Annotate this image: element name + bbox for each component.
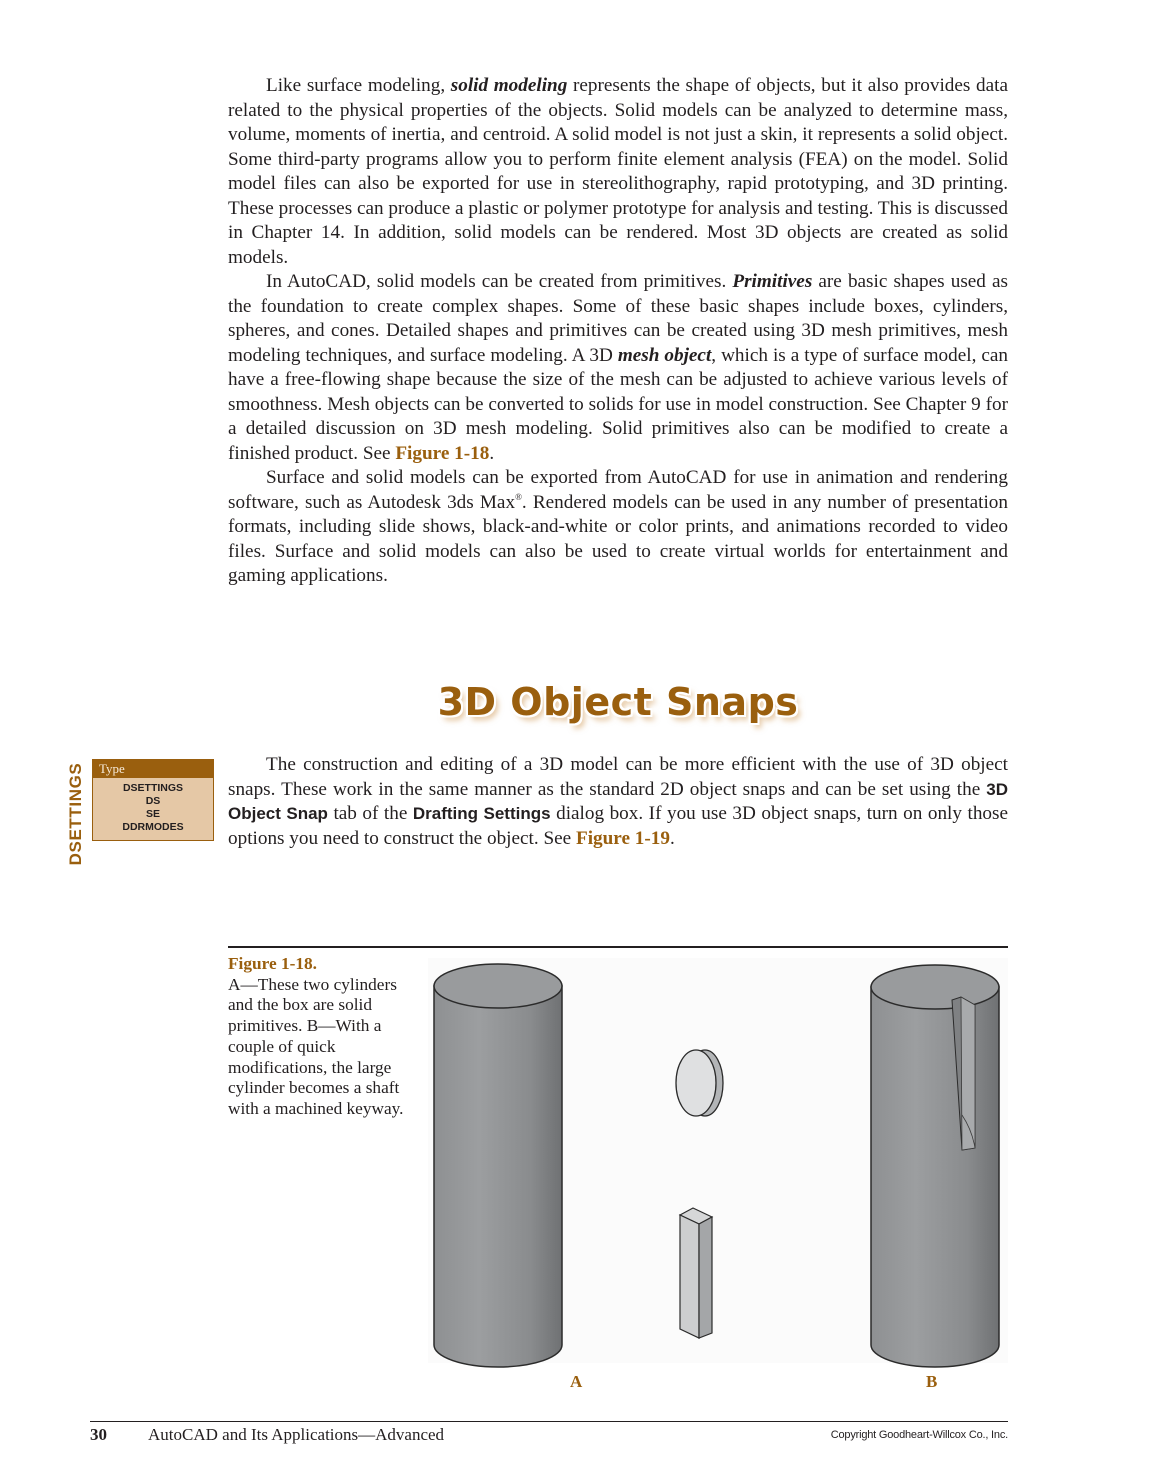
ui-3d-object-snap-tab: 3D Object Snap [228, 779, 1008, 823]
text-run: tab of the [327, 803, 413, 824]
panel-b-label: B [926, 1372, 938, 1391]
figure-1-19-link[interactable]: Figure 1-19 [575, 827, 670, 849]
copyright-notice: Copyright Goodheart-Willcox Co., Inc. [830, 1429, 1008, 1441]
command-se: SE [145, 808, 160, 820]
text-run: are basic shapes used as the foundation to create complex shapes. Some of these basic shapes include boxes, cylinders, spheres, and cones. Detailed shapes and primitives can be created using 3D mesh primitives, mesh modeling techniques, and surface modeling. A 3D [228, 271, 1008, 366]
figure-caption-text: A—These two cylinders and the box are solid primitives. B—With a couple of quick modifications, the large cylinder becomes a shaft with a machined keyway. [228, 974, 404, 1118]
text-run: The construction and editing of a 3D model can be more efficient with the use of 3D object snaps. These work in the same manner as the standard 2D object snaps and can be set using the [228, 754, 1008, 800]
text-run: Surface and solid models can be exported from AutoCAD for use in animation and rendering software, such as Autodesk 3ds Max [228, 467, 1008, 513]
registered-mark: ® [515, 491, 522, 502]
text-run: Like surface modeling, [266, 75, 451, 96]
large-cylinder-a [434, 964, 562, 1367]
section-heading: 3D Object Snaps [437, 680, 799, 724]
rectangular-box [680, 1208, 712, 1338]
figure-1-18-link[interactable]: Figure 1-18 [395, 442, 490, 464]
text-run: In AutoCAD, solid models can be created from primitives. [266, 271, 733, 292]
command-dsettings: DSETTINGS [122, 782, 184, 794]
sidebar-vertical-text: DSETTINGS [66, 762, 85, 866]
book-title: AutoCAD and Its Applications—Advanced [148, 1425, 445, 1444]
command-ds: DS [145, 795, 161, 807]
small-disc-cylinder [676, 1050, 723, 1116]
shaft-with-keyway-b [871, 965, 999, 1367]
text-run: . Rendered models can be used in any number of presentation formats, including slide shows, black-and-white or color prints, and animations recorded to video files. Surface and solid models can also be used to create virtual worlds for entertainment and gaming applications. [228, 491, 1008, 586]
text-run: dialog box. If you use 3D object snaps, turn on only those options you need to construct the object. See [228, 803, 1009, 849]
text-run: represents the shape of objects, but it also provides data related to the physical properties of the objects. Solid models can be analyzed to determine mass, volume, moments of inertia, and centroid. A solid model is not just a skin, it represents a solid object. Some third-party programs allow you to perform finite element analysis (FEA) on the model. Solid model files can also be exported for use in stereolithography, rapid prototyping, and 3D printing. These processes can produce a plastic or polymer prototype for analysis and testing. This is discussed in Chapter 14. In addition, solid models can be rendered. Most 3D objects are created as solid models. [228, 75, 1008, 268]
footer-rule [90, 1421, 1008, 1422]
page-number: 30 [90, 1425, 107, 1444]
term-solid-modeling: solid modeling [450, 75, 568, 96]
ui-drafting-settings-dialog: Drafting Settings [412, 804, 551, 823]
term-primitives: Primitives [732, 271, 813, 292]
panel-a-label: A [570, 1372, 583, 1391]
text-run: . [669, 827, 675, 849]
figure-title: Figure 1-18. [228, 954, 317, 973]
text-run: , which is a type of surface model, can have a free-flowing shape because the size of the mesh can be adjusted to achieve various levels of smoothness. Mesh objects can be converted to solids for use in model construction. See Chapter 9 for a detailed discussion on 3D mesh modeling. Solid primitives also can be modified to create a finished product. See [228, 344, 1008, 464]
text-run: . [489, 442, 495, 464]
command-ddrmodes: DDRMODES [122, 821, 184, 833]
term-mesh-object: mesh object [617, 344, 712, 366]
type-box-header: Type [93, 760, 213, 778]
